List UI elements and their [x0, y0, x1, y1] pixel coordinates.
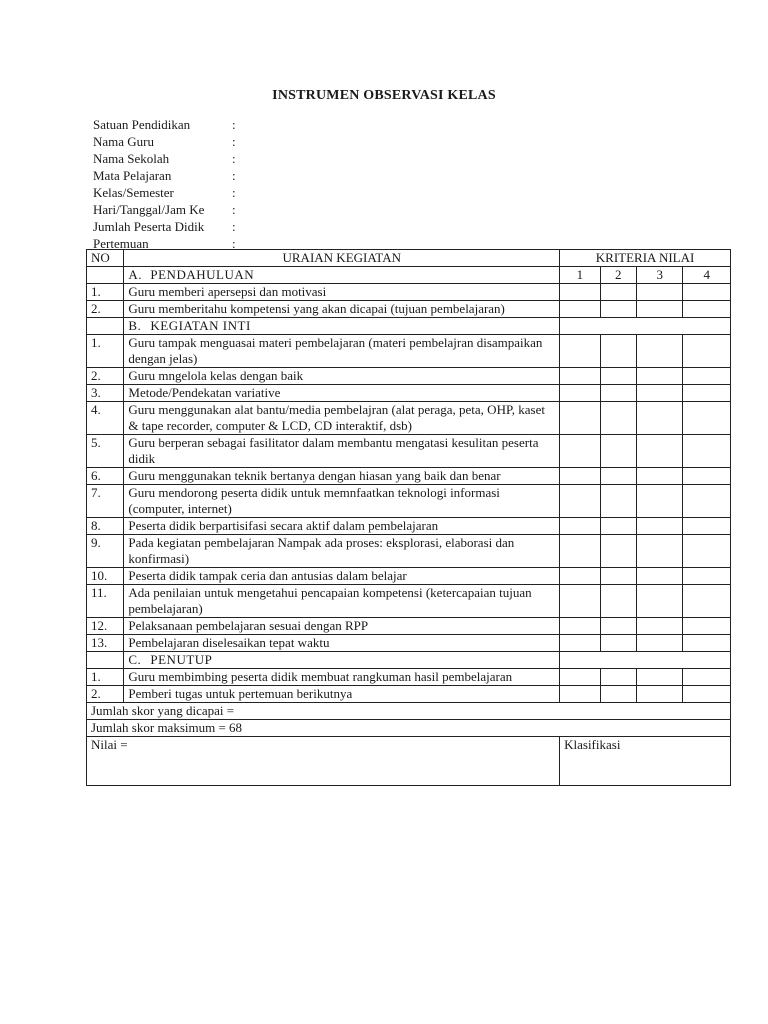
criteria-level-1: 1	[560, 267, 600, 284]
table-row	[87, 585, 731, 618]
score-cell-1[interactable]	[560, 686, 600, 703]
score-cell-3[interactable]	[636, 686, 683, 703]
score-cell-2[interactable]	[600, 402, 636, 435]
score-cell-1[interactable]	[560, 385, 600, 402]
item-description: Pemberi tugas untuk pertemuan berikutnya	[124, 686, 560, 703]
score-cell-3[interactable]	[636, 368, 683, 385]
section-no-cell	[87, 267, 124, 284]
score-cell-3[interactable]	[636, 385, 683, 402]
score-cell-3[interactable]	[636, 402, 683, 435]
info-label: Nama Guru	[93, 134, 155, 149]
item-no: 5.	[87, 435, 124, 468]
item-description: Ada penilaian untuk mengetahui pencapaian kompetensi (ketercapaian tujuan pembelajaran)	[124, 585, 560, 618]
item-no: 8.	[87, 518, 124, 535]
item-no: 2.	[87, 686, 124, 703]
nilai-row	[87, 737, 731, 786]
score-cell-1[interactable]	[560, 435, 600, 468]
item-description: Guru berperan sebagai fasilitator dalam membantu mengatasi kesulitan peserta didik	[124, 435, 560, 468]
item-no: 3.	[87, 385, 124, 402]
score-cell-3[interactable]	[636, 669, 683, 686]
score-cell-2[interactable]	[600, 669, 636, 686]
score-cell-1[interactable]	[560, 518, 600, 535]
score-cell-2[interactable]	[600, 301, 636, 318]
criteria-level-3: 3	[636, 267, 683, 284]
score-cell-4[interactable]	[683, 485, 731, 518]
header-no: NO	[87, 250, 124, 267]
score-cell-1[interactable]	[560, 402, 600, 435]
score-cell-3[interactable]	[636, 568, 683, 585]
table-row	[87, 284, 731, 301]
info-label: Jumlah Peserta Didik	[93, 219, 205, 234]
table-row	[87, 385, 731, 402]
score-cell-1[interactable]	[560, 284, 600, 301]
score-cell-1[interactable]	[560, 635, 600, 652]
info-label: Mata Pelajaran	[93, 168, 172, 183]
score-cell-2[interactable]	[600, 618, 636, 635]
item-no: 13.	[87, 635, 124, 652]
score-max-label: Jumlah skor maksimum = 68	[87, 720, 731, 737]
score-cell-3[interactable]	[636, 635, 683, 652]
info-row	[93, 218, 242, 235]
info-label: Pertemuan	[93, 236, 149, 251]
item-description: Guru membimbing peserta didik membuat rangkuman hasil pembelajaran	[124, 669, 560, 686]
section-title	[124, 652, 560, 669]
info-colon: :	[232, 168, 236, 183]
score-max-row	[87, 720, 731, 737]
item-description: Pada kegiatan pembelajaran Nampak ada proses: eksplorasi, elaborasi dan konfirmasi)	[124, 535, 560, 568]
item-no: 10.	[87, 568, 124, 585]
score-cell-1[interactable]	[560, 468, 600, 485]
section-name: PENDAHULUAN	[150, 267, 255, 282]
section-letter: B.	[128, 318, 142, 333]
score-cell-3[interactable]	[636, 435, 683, 468]
info-colon: :	[232, 185, 236, 200]
item-no: 9.	[87, 535, 124, 568]
info-colon: :	[232, 117, 236, 132]
table-row	[87, 618, 731, 635]
section-title	[124, 267, 560, 284]
section-letter: A.	[128, 267, 143, 282]
klasifikasi-label: Klasifikasi	[560, 737, 731, 786]
score-cell-2[interactable]	[600, 284, 636, 301]
item-description: Guru mendorong peserta didik untuk memnfaatkan teknologi informasi (computer, internet)	[124, 485, 560, 518]
score-achieved-label: Jumlah skor yang dicapai =	[87, 703, 731, 720]
item-no: 4.	[87, 402, 124, 435]
item-no: 6.	[87, 468, 124, 485]
score-cell-4[interactable]	[683, 368, 731, 385]
header-criteria: KRITERIA NILAI	[560, 250, 731, 267]
section-no-cell	[87, 318, 124, 335]
table-row	[87, 368, 731, 385]
item-description: Pembelajaran diselesaikan tepat waktu	[124, 635, 560, 652]
score-cell-4[interactable]	[683, 402, 731, 435]
info-row	[93, 133, 242, 150]
item-no: 2.	[87, 301, 124, 318]
item-description: Guru menggunakan alat bantu/media pembelajran (alat peraga, peta, OHP, kaset & tape recorder, computer & LCD, CD interaktif, dsb)	[124, 402, 560, 435]
item-no: 1.	[87, 335, 124, 368]
table-row	[87, 301, 731, 318]
identity-fields	[93, 116, 242, 252]
score-cell-4[interactable]	[683, 435, 731, 468]
table-row	[87, 468, 731, 485]
section-name: PENUTUP	[150, 652, 213, 667]
score-cell-4[interactable]	[683, 468, 731, 485]
observation-table	[86, 249, 731, 786]
table-row	[87, 518, 731, 535]
item-no: 2.	[87, 368, 124, 385]
section-criteria-span	[560, 318, 731, 335]
section-letter: C.	[128, 652, 142, 667]
score-cell-4[interactable]	[683, 618, 731, 635]
score-cell-1[interactable]	[560, 335, 600, 368]
score-cell-2[interactable]	[600, 585, 636, 618]
table-row	[87, 635, 731, 652]
score-cell-4[interactable]	[683, 635, 731, 652]
criteria-level-4: 4	[683, 267, 731, 284]
item-description: Guru memberitahu kompetensi yang akan dicapai (tujuan pembelajaran)	[124, 301, 560, 318]
criteria-level-2: 2	[600, 267, 636, 284]
score-cell-2[interactable]	[600, 485, 636, 518]
info-row	[93, 116, 242, 133]
info-label: Satuan Pendidikan	[93, 117, 191, 132]
score-cell-1[interactable]	[560, 585, 600, 618]
score-cell-2[interactable]	[600, 518, 636, 535]
item-no: 7.	[87, 485, 124, 518]
score-cell-2[interactable]	[600, 385, 636, 402]
table-row	[87, 335, 731, 368]
score-cell-2[interactable]	[600, 368, 636, 385]
section-criteria-span	[560, 652, 731, 669]
section-title	[124, 318, 560, 335]
score-cell-2[interactable]	[600, 468, 636, 485]
info-colon: :	[232, 151, 236, 166]
item-description: Peserta didik berpartisifasi secara aktif dalam pembelajaran	[124, 518, 560, 535]
item-description: Metode/Pendekatan variative	[124, 385, 560, 402]
header-description: URAIAN KEGIATAN	[124, 250, 560, 267]
table-row	[87, 485, 731, 518]
score-cell-1[interactable]	[560, 618, 600, 635]
item-description: Guru tampak menguasai materi pembelajaran (materi pembelajran disampaikan dengan jelas)	[124, 335, 560, 368]
score-cell-1[interactable]	[560, 669, 600, 686]
info-colon: :	[232, 219, 236, 234]
score-cell-2[interactable]	[600, 435, 636, 468]
item-description: Guru memberi apersepsi dan motivasi	[124, 284, 560, 301]
info-colon: :	[232, 236, 236, 251]
score-cell-3[interactable]	[636, 284, 683, 301]
score-cell-4[interactable]	[683, 568, 731, 585]
section-row	[87, 318, 731, 335]
score-cell-1[interactable]	[560, 301, 600, 318]
score-cell-4[interactable]	[683, 535, 731, 568]
score-cell-1[interactable]	[560, 368, 600, 385]
score-cell-3[interactable]	[636, 585, 683, 618]
score-cell-4[interactable]	[683, 585, 731, 618]
item-no: 1.	[87, 669, 124, 686]
info-label: Hari/Tanggal/Jam Ke	[93, 202, 205, 217]
score-cell-3[interactable]	[636, 535, 683, 568]
info-row	[93, 201, 242, 218]
info-row	[93, 184, 242, 201]
section-name: KEGIATAN INTI	[150, 318, 251, 333]
document-title: INSTRUMEN OBSERVASI KELAS	[272, 88, 496, 103]
item-no: 12.	[87, 618, 124, 635]
item-no: 11.	[87, 585, 124, 618]
table-row	[87, 686, 731, 703]
score-cell-4[interactable]	[683, 385, 731, 402]
score-cell-2[interactable]	[600, 568, 636, 585]
item-description: Peserta didik tampak ceria dan antusias dalam belajar	[124, 568, 560, 585]
score-cell-4[interactable]	[683, 669, 731, 686]
score-cell-1[interactable]	[560, 535, 600, 568]
item-description: Guru menggunakan teknik bertanya dengan hiasan yang baik dan benar	[124, 468, 560, 485]
info-row	[93, 167, 242, 184]
score-cell-4[interactable]	[683, 284, 731, 301]
score-cell-2[interactable]	[600, 335, 636, 368]
item-description: Pelaksanaan pembelajaran sesuai dengan RPP	[124, 618, 560, 635]
score-cell-4[interactable]	[683, 686, 731, 703]
score-cell-2[interactable]	[600, 686, 636, 703]
score-cell-2[interactable]	[600, 535, 636, 568]
score-cell-4[interactable]	[683, 518, 731, 535]
score-cell-3[interactable]	[636, 468, 683, 485]
info-colon: :	[232, 134, 236, 149]
score-cell-3[interactable]	[636, 485, 683, 518]
table-row	[87, 669, 731, 686]
info-label: Kelas/Semester	[93, 185, 174, 200]
score-cell-3[interactable]	[636, 518, 683, 535]
section-row	[87, 652, 731, 669]
score-cell-3[interactable]	[636, 618, 683, 635]
score-cell-4[interactable]	[683, 335, 731, 368]
score-cell-1[interactable]	[560, 485, 600, 518]
info-row	[93, 150, 242, 167]
section-row	[87, 267, 731, 284]
info-colon: :	[232, 202, 236, 217]
table-row	[87, 535, 731, 568]
info-label: Nama Sekolah	[93, 151, 170, 166]
score-achieved-row	[87, 703, 731, 720]
score-cell-3[interactable]	[636, 335, 683, 368]
score-cell-1[interactable]	[560, 568, 600, 585]
item-no: 1.	[87, 284, 124, 301]
nilai-label: Nilai =	[87, 737, 560, 786]
section-no-cell	[87, 652, 124, 669]
table-row	[87, 568, 731, 585]
score-cell-4[interactable]	[683, 301, 731, 318]
table-header-row	[87, 250, 731, 267]
score-cell-2[interactable]	[600, 635, 636, 652]
table-row	[87, 402, 731, 435]
table-row	[87, 435, 731, 468]
score-cell-3[interactable]	[636, 301, 683, 318]
item-description: Guru mngelola kelas dengan baik	[124, 368, 560, 385]
